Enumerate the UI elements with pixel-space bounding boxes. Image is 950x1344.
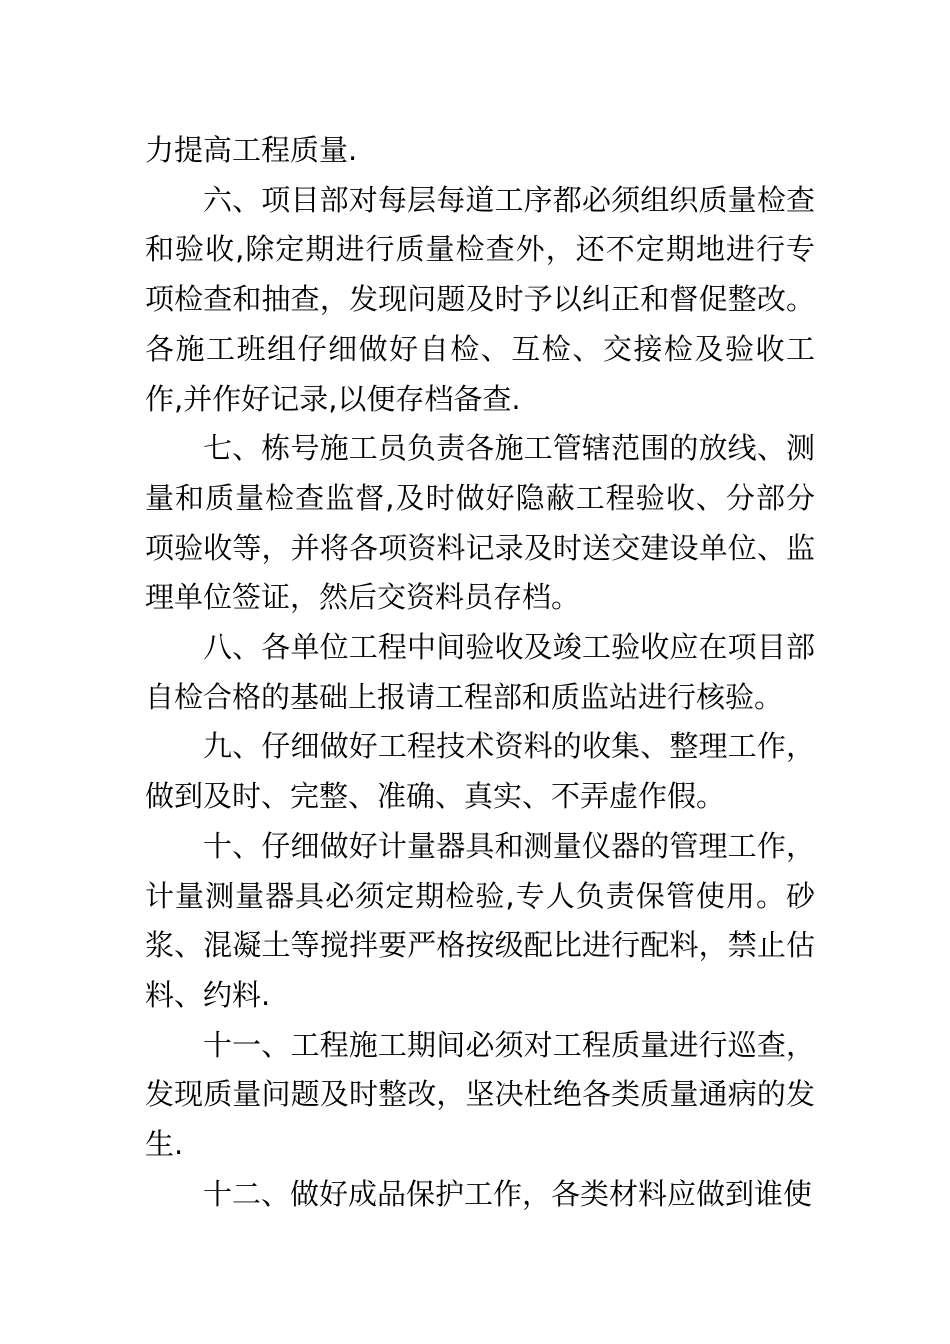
document-body	[145, 126, 815, 1219]
paragraph-item-7: 七、栋号施工员负责各施工管辖范围的放线、测量和质量检查监督,及时做好隐蔽工程验收、分部分项验收等，并将各项资料记录及时送交建设单位、监理单位签证，然后交资料员存档。	[145, 431, 815, 615]
paragraph-item-12: 十二、做好成品保护工作，各类材料应做到谁使	[203, 1176, 813, 1211]
paragraph-item-6: 六、项目部对每层每道工序都必须组织质量检查和验收,除定期进行质量检查外，还不定期地进行专项检查和抽查，发现问题及时予以纠正和督促整改。各施工班组仔细做好自检、互检、交接检及验收工作,并作好记录,以便存档备查.	[145, 182, 815, 416]
paragraph-item-10: 十、仔细做好计量器具和测量仪器的管理工作，计量测量器具必须定期检验,专人负责保管使用。砂浆、混凝土等搅拌要严格按级配比进行配料，禁止估料、约料.	[145, 828, 815, 1012]
paragraph-item-9: 九、仔细做好工程技术资料的收集、整理工作，做到及时、完整、准确、真实、不弄虚作假。	[145, 729, 815, 814]
paragraph-continuation: 力提高工程质量.	[145, 133, 358, 167]
paragraph-item-8: 八、各单位工程中间验收及竣工验收应在项目部自检合格的基础上报请工程部和质监站进行核验。	[145, 630, 815, 714]
paragraph-item-11: 十一、工程施工期间必须对工程质量进行巡查，发现质量问题及时整改，坚决杜绝各类质量通病的发生.	[145, 1027, 815, 1162]
